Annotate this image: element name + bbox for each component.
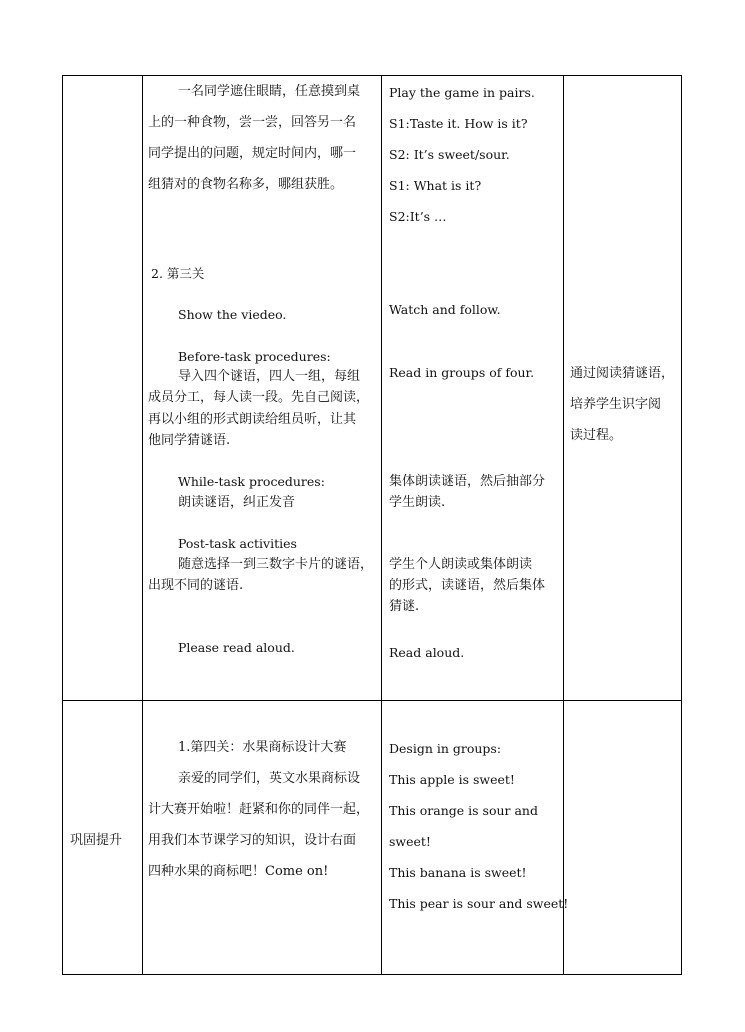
- intro-line: 组猜对的食物名称多，哪组获胜。: [148, 177, 344, 192]
- before-task-line: 成员分工，每人读一段。先自己阅读，: [148, 390, 370, 405]
- post-task-line: 随意选择一到三数字卡片的谜语，: [178, 557, 374, 572]
- table-bottom-border: [62, 974, 682, 975]
- pair-game-line: S2:It’s …: [389, 209, 447, 224]
- table-right-border: [681, 75, 682, 975]
- before-task-line: 再以小组的形式朗读给组员听，让其: [148, 412, 357, 427]
- contest-line: 四种水果的商标吧！Come on!: [148, 864, 329, 879]
- contest-line: 计大赛开始啦！赶紧和你的同伴一起，: [148, 802, 370, 817]
- pair-game-line: S1:Taste it. How is it?: [389, 116, 528, 131]
- design-line: This banana is sweet!: [389, 865, 527, 880]
- design-line: sweet!: [389, 834, 431, 849]
- purpose-line: 读过程。: [570, 428, 623, 443]
- intro-line: 上的一种食物，尝一尝，回答另一名: [148, 115, 357, 130]
- show-video-text: Show the viedeo.: [178, 307, 287, 322]
- purpose-line: 通过阅读猜谜语，: [570, 366, 675, 381]
- design-line: This apple is sweet!: [389, 772, 515, 787]
- level-3-title: 2. 第三关: [151, 266, 205, 281]
- collective-reading-line: 集体朗读谜语，然后抽部分: [389, 474, 546, 489]
- individual-reading-line: 猜谜.: [389, 599, 420, 614]
- design-line: Design in groups:: [389, 741, 502, 756]
- read-groups-text: Read in groups of four.: [389, 365, 535, 380]
- intro-line: 一名同学遮住眼睛，任意摸到桌: [178, 84, 361, 99]
- read-aloud-text: Read aloud.: [389, 645, 465, 660]
- purpose-line: 培养学生识字阅: [570, 397, 662, 412]
- column-divider-1: [142, 75, 143, 975]
- table-left-border: [62, 75, 63, 975]
- contest-line: 亲爱的同学们，英文水果商标设: [178, 771, 361, 786]
- individual-reading-line: 的形式，读谜语，然后集体: [389, 578, 546, 593]
- stage-label: 巩固提升: [70, 833, 123, 848]
- column-divider-2: [381, 75, 382, 975]
- while-task-title: While-task procedures:: [178, 474, 325, 489]
- pair-game-line: S1: What is it?: [389, 178, 482, 193]
- post-task-line: 出现不同的谜语.: [148, 578, 244, 593]
- before-task-line: 导入四个谜语，四人一组，每组: [178, 369, 361, 384]
- while-task-text: 朗读谜语，纠正发音: [178, 495, 296, 510]
- before-task-line: 他同学猜谜语.: [148, 433, 231, 448]
- contest-line: 用我们本节课学习的知识，设计右面: [148, 833, 357, 848]
- watch-follow-text: Watch and follow.: [389, 302, 501, 317]
- individual-reading-line: 学生个人朗读或集体朗读: [389, 557, 533, 572]
- collective-reading-line: 学生朗读.: [389, 495, 446, 510]
- design-line: This pear is sour and sweet!: [389, 896, 569, 911]
- table-top-border: [62, 75, 682, 76]
- before-task-title: Before-task procedures:: [178, 349, 331, 364]
- row-divider: [62, 700, 682, 701]
- pair-game-line: Play the game in pairs.: [389, 85, 535, 100]
- post-task-title: Post-task activities: [178, 536, 297, 551]
- pair-game-line: S2: It’s sweet/sour.: [389, 147, 510, 162]
- design-line: This orange is sour and: [389, 803, 538, 818]
- column-divider-3: [563, 75, 564, 975]
- please-read-aloud-text: Please read aloud.: [178, 640, 295, 655]
- intro-line: 同学提出的问题，规定时间内，哪一: [148, 146, 357, 161]
- level-4-title: 1.第四关：水果商标设计大赛: [178, 740, 347, 755]
